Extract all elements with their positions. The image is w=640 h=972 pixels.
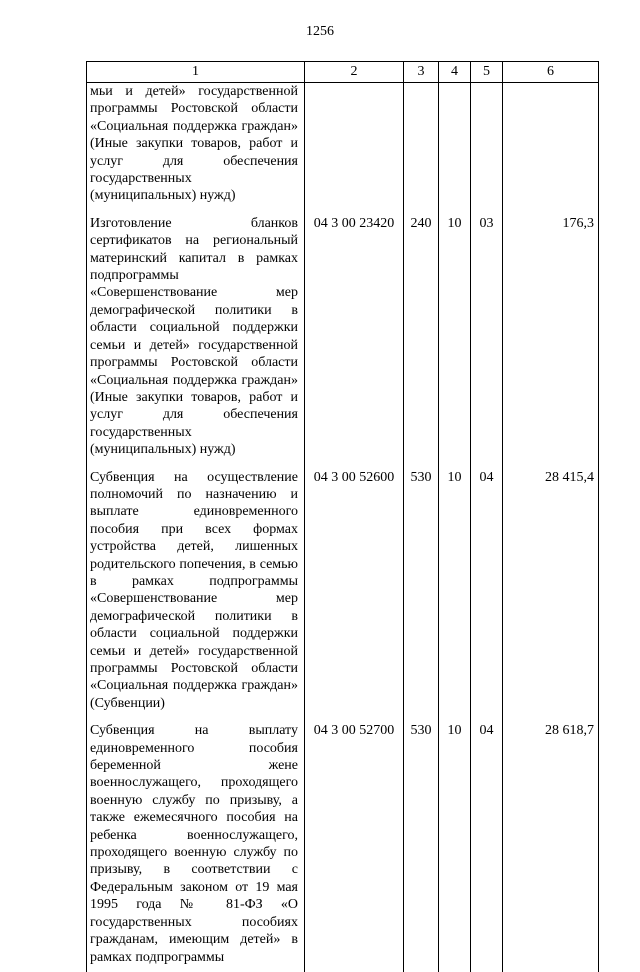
table-row (87, 83, 599, 211)
table-row (87, 465, 599, 719)
row-amount: 28 415,4 (503, 465, 599, 719)
row-target-article: 04 3 00 23420 (305, 211, 404, 465)
row-amount: 176,3 (503, 211, 599, 465)
row-target-article (305, 83, 404, 211)
row-description: Изготовление бланков сертификатов на региональный материнский капитал в рамках подпрограммы «Совершенствование мер демографической политики в области социальной поддержки семьи и детей» государственной программы Ростовской области «Социальная поддержка граждан» (Иные закупки товаров, работ и услуг для обеспечения государственных (муниципальных) нужд) (87, 211, 305, 465)
row-section: 10 (439, 718, 471, 972)
row-subsection (471, 83, 503, 211)
row-subsection: 03 (471, 211, 503, 465)
row-amount: 28 618,7 (503, 718, 599, 972)
row-amount (503, 83, 599, 211)
column-header-section: 4 (439, 62, 471, 83)
row-subsection: 04 (471, 718, 503, 972)
row-description: мьи и детей» государственной программы Ростовской области «Социальная поддержка граждан» (Иные закупки товаров, работ и услуг для обеспечения государственных (муниципальных) нужд) (87, 83, 305, 211)
column-header-target-article: 2 (305, 62, 404, 83)
row-section: 10 (439, 211, 471, 465)
row-expense-type: 530 (404, 718, 439, 972)
row-expense-type (404, 83, 439, 211)
row-description: Субвенция на осуществление полномочий по назначению и выплате единовременного пособия при всех формах устройства детей, лишенных родительского попечения, в семью в рамках подпрограммы «Совершенствование мер демографической политики в области социальной поддержки семьи и детей» государственной программы Ростовской области «Социальная поддержка граждан» (Субвенции) (87, 465, 305, 719)
row-target-article: 04 3 00 52700 (305, 718, 404, 972)
row-section (439, 83, 471, 211)
row-target-article: 04 3 00 52600 (305, 465, 404, 719)
column-header-expense-type: 3 (404, 62, 439, 83)
column-header-subsection: 5 (471, 62, 503, 83)
row-expense-type: 240 (404, 211, 439, 465)
page-number: 1256 (306, 24, 334, 39)
row-description: Субвенция на выплату единовременного пособия беременной жене военнослужащего, проходящего военную службу по призыву, а также ежемесячного пособия на ребенка военнослужащего, проходящего военную службу по призыву, в соответствии с Федеральным законом от 19 мая 1995 года № 81-ФЗ «О государственных пособиях гражданам, имеющим детей» в рамках подпрограммы (87, 718, 305, 972)
row-expense-type: 530 (404, 465, 439, 719)
budget-table (86, 61, 599, 972)
table-row (87, 718, 599, 972)
column-header-amount: 6 (503, 62, 599, 83)
table-header-row (87, 62, 599, 83)
column-header-description: 1 (87, 62, 305, 83)
row-section: 10 (439, 465, 471, 719)
row-subsection: 04 (471, 465, 503, 719)
table-row (87, 211, 599, 465)
